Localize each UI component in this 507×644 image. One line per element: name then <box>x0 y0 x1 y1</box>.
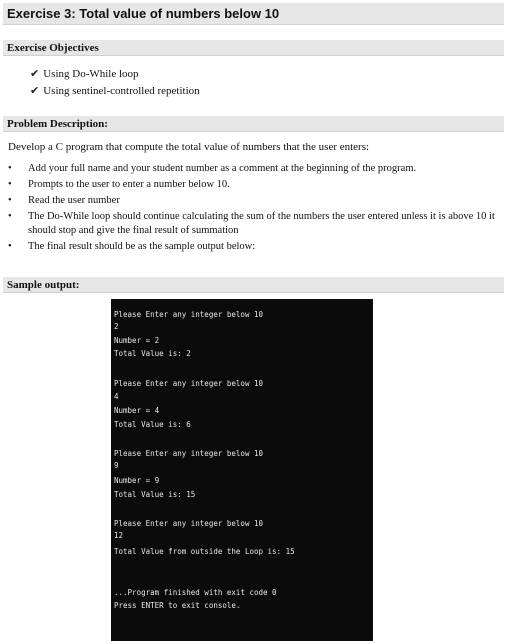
bullet-icon: • <box>8 195 12 206</box>
console-line: Number = 9 <box>114 476 160 485</box>
objective-item <box>30 67 139 80</box>
objective-item <box>30 84 200 97</box>
objectives-heading: Exercise Objectives <box>3 40 504 56</box>
console-line: 9 <box>114 461 119 470</box>
console-line: Number = 4 <box>114 406 160 415</box>
exercise-title: Exercise 3: Total value of numbers below 10 <box>3 3 504 25</box>
console-output <box>111 299 373 641</box>
console-line: 4 <box>114 392 119 401</box>
problem-intro: Develop a C program that compute the total value of numbers that the user enters: <box>8 141 370 153</box>
requirements-list <box>8 162 498 256</box>
console-line: Total Value from outside the Loop is: 15 <box>114 547 295 556</box>
console-line: Please Enter any integer below 10 <box>114 519 264 528</box>
bullet-icon: • <box>8 241 12 252</box>
console-line: Please Enter any integer below 10 <box>114 310 264 319</box>
console-line: 12 <box>114 531 124 540</box>
objective-text: Using Do-While loop <box>43 68 139 80</box>
list-item-text: Add your full name and your student number as a comment at the beginning of the program. <box>28 163 417 174</box>
console-line: ...Program finished with exit code 0 <box>114 588 277 597</box>
console-line: Total Value is: 6 <box>114 420 191 429</box>
list-item <box>8 240 498 254</box>
list-item <box>8 162 498 176</box>
list-item <box>8 194 498 208</box>
list-item-text: The final result should be as the sample output below: <box>28 241 256 252</box>
checkmark-icon: ✔ <box>30 68 40 80</box>
checkmark-icon: ✔ <box>30 85 40 97</box>
console-line: Total Value is: 2 <box>114 349 191 358</box>
bullet-icon: • <box>8 211 12 222</box>
objective-text: Using sentinel-controlled repetition <box>43 85 200 97</box>
console-line: Number = 2 <box>114 336 160 345</box>
console-line: 2 <box>114 322 119 331</box>
console-line: Total Value is: 15 <box>114 490 196 499</box>
console-line: Please Enter any integer below 10 <box>114 449 264 458</box>
bullet-icon: • <box>8 179 12 190</box>
list-item-text: The Do-While loop should continue calculating the sum of the numbers the user entered unless it is above 10 it should stop and give the final result of summation <box>28 211 495 236</box>
console-line: Please Enter any integer below 10 <box>114 379 264 388</box>
list-item <box>8 210 498 238</box>
console-line: Press ENTER to exit console. <box>114 601 241 610</box>
sample-output-heading: Sample output: <box>3 277 504 293</box>
list-item <box>8 178 498 192</box>
bullet-icon: • <box>8 163 12 174</box>
problem-heading: Problem Description: <box>3 116 504 132</box>
list-item-text: Prompts to the user to enter a number below 10. <box>28 179 230 190</box>
list-item-text: Read the user number <box>28 195 120 206</box>
